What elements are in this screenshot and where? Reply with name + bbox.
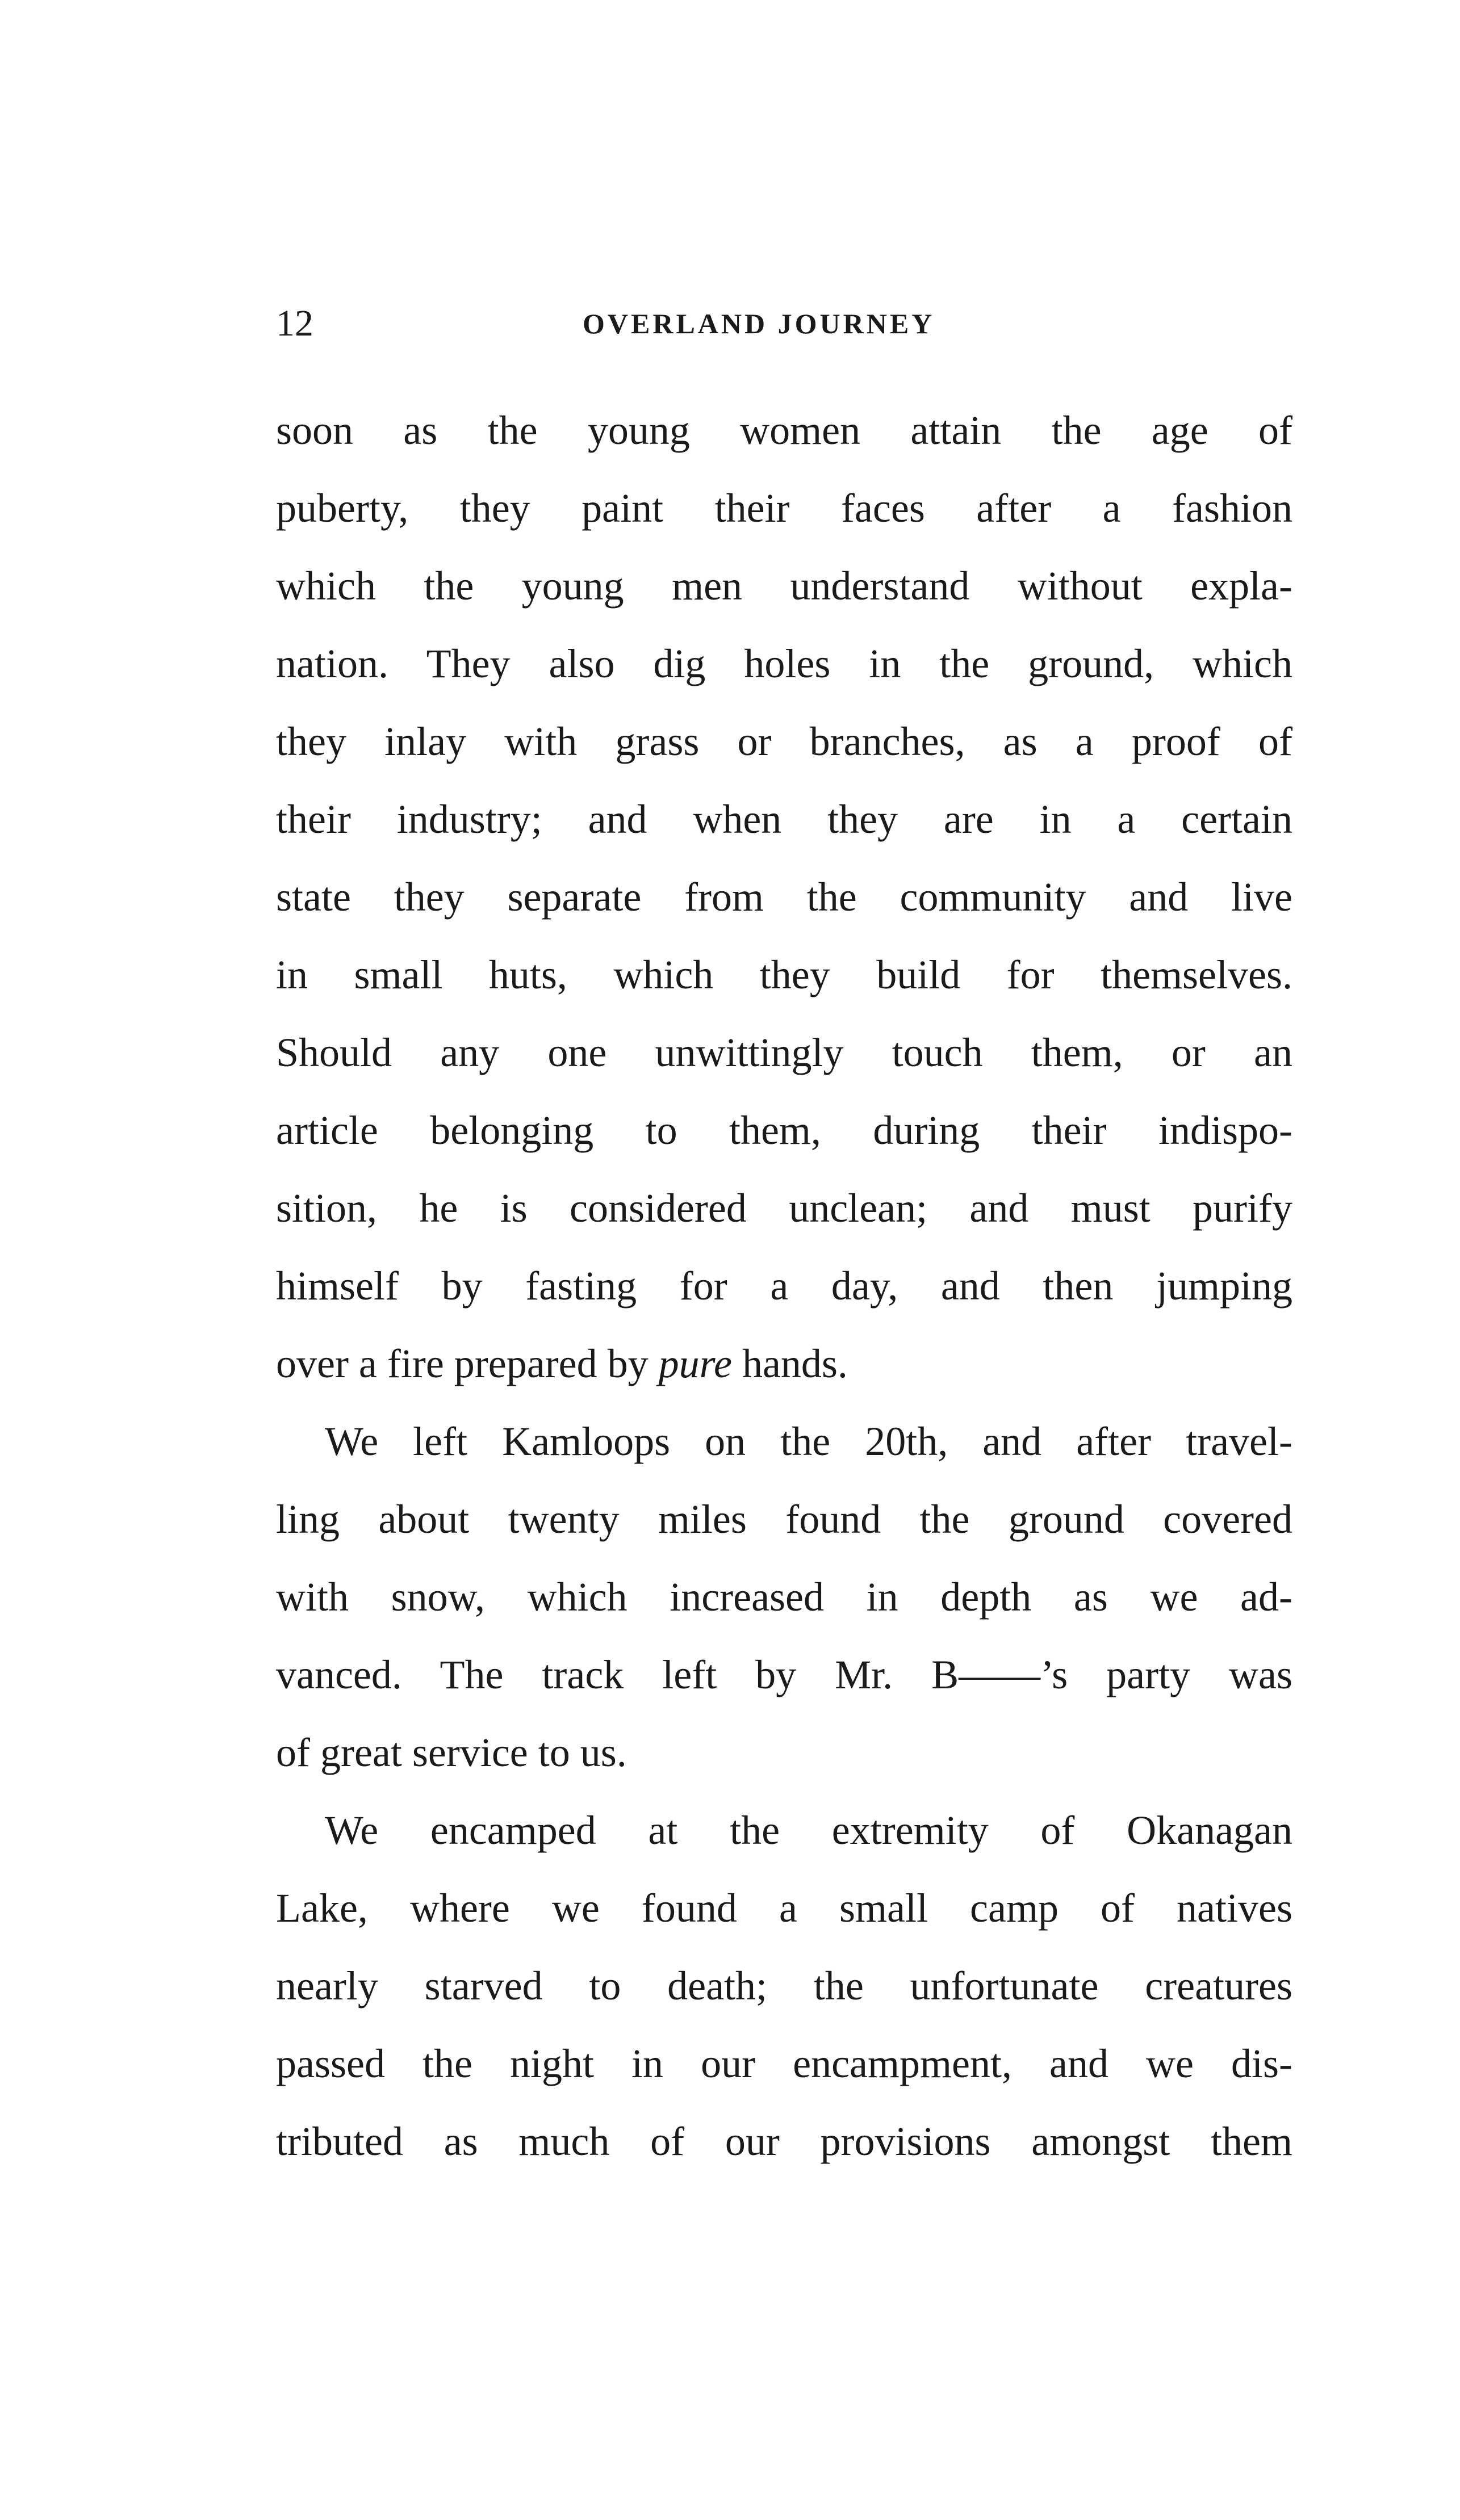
- text-line: they inlay with grass or branches, as a proof of: [276, 719, 1292, 764]
- text-line: We left Kamloops on the 20th, and after travel-: [325, 1419, 1292, 1464]
- text-line: tributed as much of our provisions amongst them: [276, 2119, 1292, 2164]
- text-line: puberty, they paint their faces after a fashion: [276, 485, 1292, 531]
- text-line: [276, 1325, 1292, 1403]
- italic-word: pure: [658, 1341, 732, 1386]
- text-line: with snow, which increased in depth as we ad-: [276, 1574, 1292, 1620]
- text-line: We encamped at the extremity of Okanagan: [325, 1808, 1292, 1853]
- text-line: of great service to us.: [276, 1730, 627, 1775]
- text-line: which the young men understand without expla-: [276, 563, 1292, 609]
- text-line: ling about twenty miles found the ground covered: [276, 1496, 1292, 1542]
- text-line: passed the night in our encampment, and we dis-: [276, 2041, 1292, 2086]
- text-line: himself by fasting for a day, and then jumping: [276, 1263, 1292, 1309]
- paragraph-2: [276, 1403, 1292, 1792]
- text-line: in small huts, which they build for themselves.: [276, 952, 1292, 997]
- text-line: Should any one unwittingly touch them, or an: [276, 1030, 1292, 1075]
- text-line: soon as the young women attain the age of: [276, 408, 1292, 453]
- text-line: state they separate from the community and live: [276, 874, 1292, 920]
- page-number: 12: [276, 303, 313, 344]
- text-line: vanced. The track left by Mr. B——’s party was: [276, 1652, 1292, 1697]
- running-title: OVERLAND JOURNEY: [583, 308, 935, 339]
- text-segment: hands.: [731, 1341, 848, 1386]
- text-line: nation. They also dig holes in the ground, which: [276, 641, 1292, 686]
- text-line: their industry; and when they are in a certain: [276, 796, 1292, 842]
- text-line: Lake, where we found a small camp of natives: [276, 1885, 1292, 1931]
- paragraph-1: [276, 392, 1292, 1403]
- text-segment: over a fire prepared by: [276, 1341, 659, 1386]
- body-text: [276, 392, 1292, 2181]
- running-head: [276, 295, 1298, 352]
- text-line: article belonging to them, during their indispo-: [276, 1108, 1292, 1153]
- paragraph-3: [276, 1792, 1292, 2181]
- text-line: sition, he is considered unclean; and must purify: [276, 1185, 1292, 1231]
- text-line: nearly starved to death; the unfortunate creatures: [276, 1963, 1292, 2009]
